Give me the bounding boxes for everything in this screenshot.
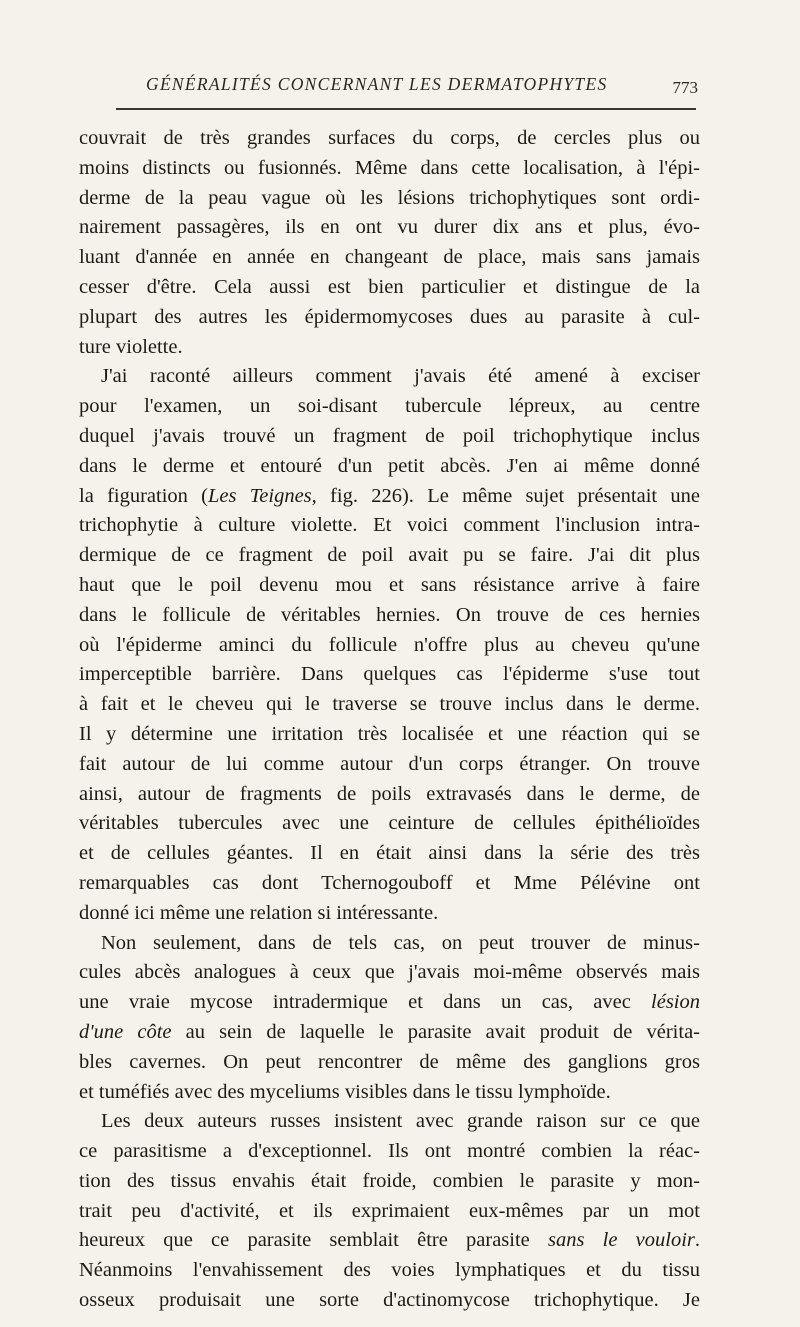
text-line: moins distincts ou fusionnés. Même dans cette localisation, à l'épi- (79, 156, 700, 179)
text-line: osseux produisait une sorte d'actinomycose trichophytique. Je (79, 1289, 700, 1312)
text-line: imperceptible barrière. Dans quelques cas l'épiderme s'use tout (79, 663, 700, 686)
text-line (79, 1018, 700, 1048)
text-line: luant d'année en année en changeant de place, mais sans jamais (79, 246, 700, 269)
text-line: donné ici même une relation si intéressante. (79, 901, 439, 924)
text-line: véritables tubercules avec une ceinture de cellules épithélioïdes (79, 812, 700, 835)
text-run: la figuration ( (79, 484, 209, 507)
text-line: nairement passagères, ils en ont vu durer dix ans et plus, évo- (79, 216, 700, 239)
text-line (79, 482, 700, 512)
text-line: derme de la peau vague où les lésions trichophytiques sont ordi- (79, 186, 700, 209)
header-rule (116, 108, 696, 110)
text-line: bles cavernes. On peut rencontrer de même des ganglions gros (79, 1050, 700, 1073)
text-run: heureux que ce parasite semblait être parasite (79, 1229, 548, 1252)
italic-citation: Les Teignes (208, 484, 312, 507)
text-line: duquel j'avais trouvé un fragment de poil trichophytique inclus (79, 424, 700, 447)
text-line: Il y détermine une irritation très localisée et une réaction qui se (79, 722, 700, 745)
text-line: trait peu d'activité, et ils exprimaient eux-mêmes par un mot (79, 1199, 700, 1222)
text-line: J'ai raconté ailleurs comment j'avais été amené à exciser (101, 365, 700, 388)
text-line: tion des tissus envahis était froide, combien le parasite y mon- (79, 1169, 700, 1192)
text-run: une vraie mycose intradermique et dans un cas, avec (79, 991, 652, 1014)
text-line: ainsi, autour de fragments de poils extravasés dans le derme, de (79, 782, 700, 805)
text-line: plupart des autres les épidermomycoses dues au parasite à cul- (79, 305, 700, 328)
text-run: , fig. 226). Le même sujet présentait une (311, 484, 700, 507)
text-line: cules abcès analogues à ceux que j'avais moi-même observés mais (79, 961, 700, 984)
text-line: trichophytie à culture violette. Et voici comment l'inclusion intra- (79, 514, 700, 537)
text-line: dans le follicule de véritables hernies. On trouve de ces hernies (79, 603, 700, 626)
text-line: et de cellules géantes. Il en était ainsi dans la série des très (79, 842, 700, 865)
text-line: où l'épiderme aminci du follicule n'offre plus au cheveu qu'une (79, 633, 700, 656)
text-line: ture violette. (79, 335, 183, 358)
text-line: pour l'examen, un soi-disant tubercule lépreux, au centre (79, 395, 700, 418)
italic-phrase: lésion (651, 991, 700, 1014)
body-text (79, 124, 700, 1316)
text-line: ce parasitisme a d'exceptionnel. Ils ont montré combien la réac- (79, 1140, 700, 1163)
italic-phrase: d'une côte (79, 1020, 172, 1043)
text-line: cesser d'être. Cela aussi est bien particulier et distingue de la (79, 275, 700, 298)
text-line: à fait et le cheveu qui le traverse se trouve inclus dans le derme. (79, 693, 700, 716)
text-line: Néanmoins l'envahissement des voies lymphatiques et du tissu (79, 1259, 700, 1282)
text-line: remarquables cas dont Tchernogouboff et Mme Pélévine ont (79, 871, 700, 894)
running-title: GÉNÉRALITÉS CONCERNANT LES DERMATOPHYTES (146, 74, 608, 94)
text-line: haut que le poil devenu mou et sans résistance arrive à faire (79, 573, 700, 596)
text-run: . (694, 1229, 700, 1252)
text-line (79, 988, 700, 1018)
text-line (79, 1226, 700, 1256)
text-line: et tuméfiés avec des myceliums visibles dans le tissu lymphoïde. (79, 1080, 611, 1103)
text-line: dermique de ce fragment de poil avait pu se faire. J'ai dit plus (79, 544, 700, 567)
page-number: 773 (672, 78, 698, 97)
italic-phrase: sans le vouloir (547, 1229, 695, 1252)
running-header (116, 72, 712, 102)
text-line: couvrait de très grandes surfaces du corps, de cercles plus ou (79, 127, 700, 149)
text-line: fait autour de lui comme autour d'un corps étranger. On trouve (79, 752, 700, 775)
text-line: dans le derme et entouré d'un petit abcès. J'en ai même donné (79, 454, 700, 477)
text-line: Non seulement, dans de tels cas, on peut trouver de minus- (101, 931, 700, 954)
text-run: au sein de laquelle le parasite avait produit de vérita- (171, 1020, 700, 1043)
text-line: Les deux auteurs russes insistent avec grande raison sur ce que (101, 1110, 700, 1133)
